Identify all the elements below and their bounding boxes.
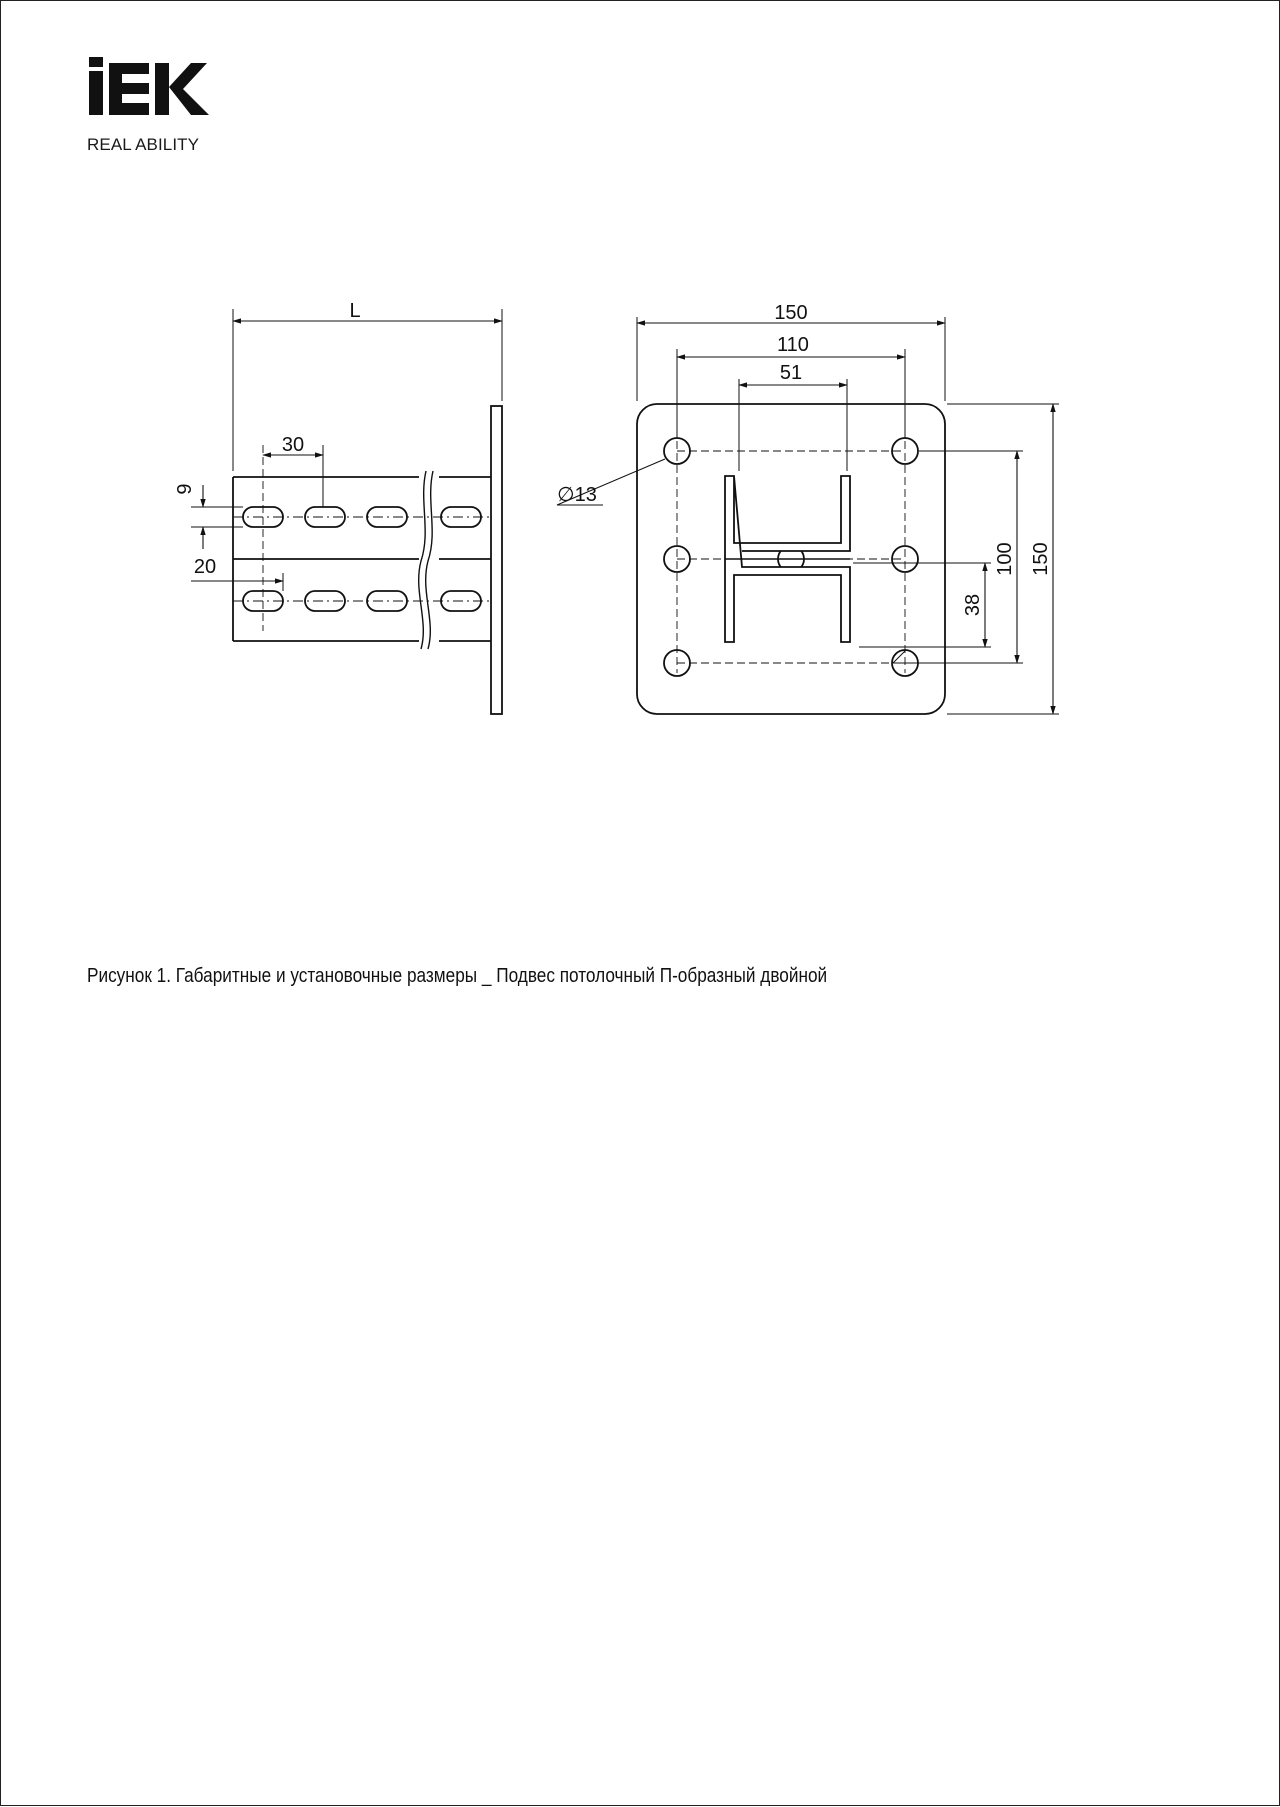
label-150-h: 150: [774, 302, 808, 324]
break-line-1: [419, 471, 426, 649]
side-view: [191, 309, 502, 714]
plan-view: [557, 317, 1059, 714]
label-150-v: 150: [1030, 542, 1052, 576]
label-51: 51: [779, 362, 803, 384]
label-30: 30: [281, 434, 305, 456]
figure-caption: Рисунок 1. Габаритные и установочные размеры _ Подвес потолочный П-образный двойной: [87, 965, 828, 987]
label-L: L: [349, 300, 361, 322]
break-line-2: [426, 471, 433, 649]
label-9: 9: [174, 483, 196, 495]
label-diameter: ∅13: [557, 484, 597, 506]
label-110: 110: [777, 334, 809, 356]
label-20: 20: [193, 556, 217, 578]
technical-drawing: [1, 1, 1280, 1807]
brand-tagline: REAL ABILITY: [87, 135, 200, 154]
label-38: 38: [962, 593, 984, 617]
label-100: 100: [994, 542, 1016, 576]
side-view-labels: [174, 300, 361, 578]
side-mounting-plate: [491, 406, 502, 714]
